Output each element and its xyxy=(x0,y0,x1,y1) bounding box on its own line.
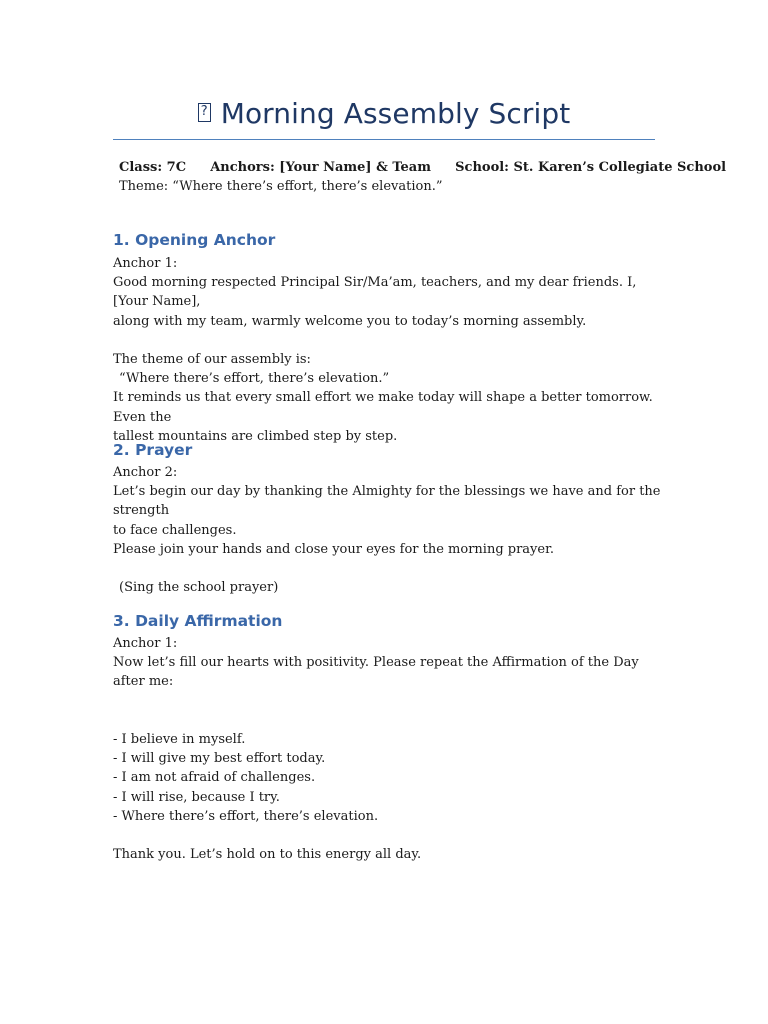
list-item: - I believe in myself. xyxy=(113,731,246,747)
paragraph-line: The theme of our assembly is: xyxy=(113,352,311,367)
theme-line: Theme: “Where there’s effort, there’s elevation.” xyxy=(119,179,443,194)
section-heading-prayer: 2. Prayer xyxy=(113,441,193,459)
section-body-prayer xyxy=(113,463,673,597)
speaker-label: Anchor 1: xyxy=(113,636,178,651)
section-heading-daily-affirmation: 3. Daily Affirmation xyxy=(113,612,283,630)
paragraph-line: Good morning respected Principal Sir/Ma’am, teachers, and my dear friends. I, [Your Name], xyxy=(113,275,637,310)
paragraph-line: Thank you. Let’s hold on to this energy all day. xyxy=(113,847,422,863)
title-block xyxy=(113,94,655,134)
paragraph-line: It reminds us that every small effort we make today will shape a better tomorrow. Even the xyxy=(113,390,653,425)
stage-direction: (Sing the school prayer) xyxy=(119,580,279,596)
speaker-label: Anchor 2: xyxy=(113,465,178,480)
list-item: - I am not afraid of challenges. xyxy=(113,770,316,786)
page-title-text: Morning Assembly Script xyxy=(220,97,571,130)
title-divider xyxy=(113,139,655,140)
list-item: - I will rise, because I try. xyxy=(113,789,280,805)
paragraph-line: tallest mountains are climbed step by step. xyxy=(113,428,398,444)
school-label: School: St. Karen’s Collegiate School xyxy=(455,160,727,175)
paragraph-line: Please join your hands and close your eyes for the morning prayer. xyxy=(113,541,555,557)
paragraph-line: Let’s begin our day by thanking the Almighty for the blessings we have and for the strength xyxy=(113,484,661,519)
section-heading-opening-anchor: 1. Opening Anchor xyxy=(113,231,276,249)
list-item: - I will give my best effort today. xyxy=(113,751,326,767)
anchors-label: Anchors: [Your Name] & Team xyxy=(210,160,431,175)
placeholder-glyph-icon xyxy=(198,103,211,122)
speaker-label: Anchor 1: xyxy=(113,256,178,271)
theme-quote: “Where there’s effort, there’s elevation.” xyxy=(119,371,390,387)
class-label: Class: 7C xyxy=(119,160,187,175)
paragraph-line: Now let’s fill our hearts with positivity. Please repeat the Affirmation of the Day after me: xyxy=(113,655,639,690)
paragraph-line: to face challenges. xyxy=(113,522,237,538)
paragraph-line: along with my team, warmly welcome you to today’s morning assembly. xyxy=(113,313,587,329)
meta-block xyxy=(119,158,726,196)
meta-row xyxy=(119,158,726,177)
list-item: - Where there’s effort, there’s elevation. xyxy=(113,808,379,824)
page-title xyxy=(113,94,655,134)
section-body-opening-anchor xyxy=(113,254,673,446)
section-body-daily-affirmation xyxy=(113,634,673,864)
